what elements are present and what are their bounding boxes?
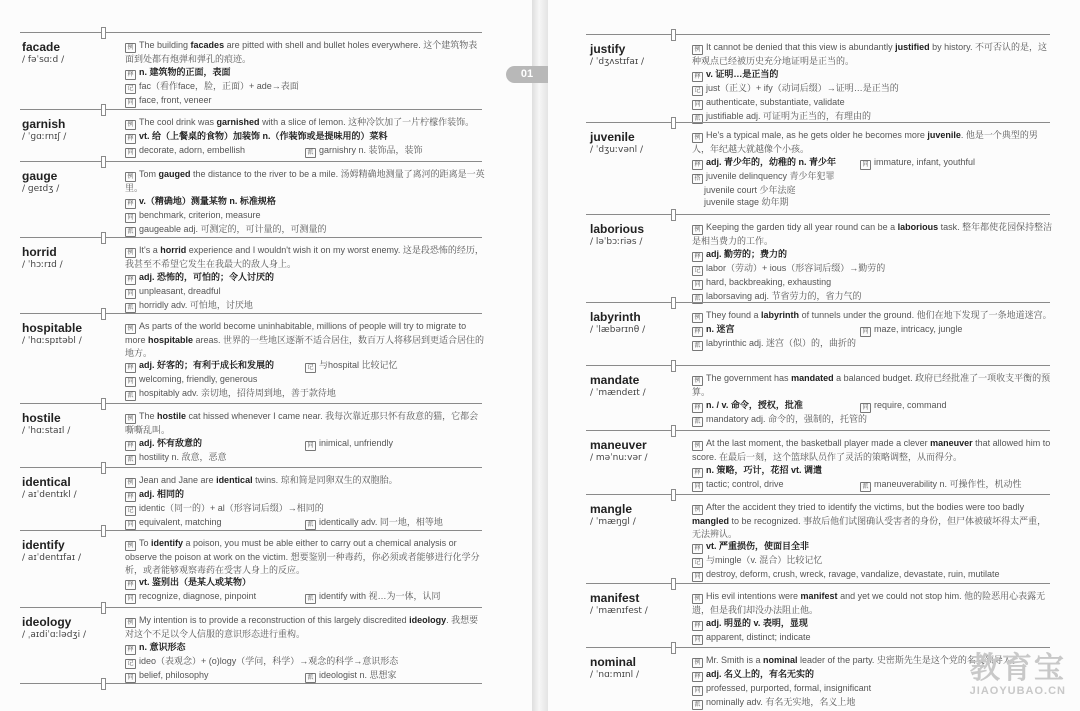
example-icon: 例	[125, 478, 136, 488]
derivative-icon: 派	[692, 294, 703, 304]
derivative-icon: 派	[125, 227, 136, 237]
headword: juvenile	[590, 130, 635, 144]
phonetic: / ˈmæŋɡl /	[590, 517, 636, 527]
left-page	[0, 0, 532, 711]
memory-icon: 记	[692, 558, 703, 568]
synonym-icon: 同	[305, 441, 316, 451]
definition: adj. 好客的；有利于成长和发展的	[139, 360, 275, 371]
phrase: juvenile court 少年法庭	[704, 184, 796, 195]
definition: n. 建筑物的正面，表面	[139, 66, 231, 77]
etymology-icon: 记	[692, 266, 703, 276]
synonym-icon: 同	[692, 280, 703, 290]
headword: hospitable	[22, 321, 83, 335]
phrase-icon: 搭	[692, 174, 703, 184]
watermark-url: JIAOYUBAO.CN	[969, 685, 1066, 697]
phrase: juvenile stage 幼年期	[704, 197, 789, 208]
definition-icon: 释	[692, 327, 703, 337]
entry-mandate	[548, 365, 1080, 430]
synonyms: decorate, adorn, embellish	[139, 145, 246, 155]
etymology: labor（劳动）+ ious（形容词后缀）→勤劳的	[706, 262, 886, 273]
headword: maneuver	[590, 438, 647, 452]
derivative-icon: 派	[125, 303, 136, 313]
synonyms: tactic; control, drive	[706, 478, 784, 489]
phonetic: / ˈdʒʌstɪfaɪ /	[590, 57, 645, 67]
synonyms: authenticate, substantiate, validate	[706, 96, 845, 107]
example-icon: 例	[692, 594, 703, 604]
definition-icon: 释	[125, 275, 136, 285]
entry-hospitable	[0, 313, 532, 403]
example-icon: 例	[125, 541, 136, 551]
synonyms: destroy, deform, crush, wreck, ravage, vandalize, devastate, ruin, mutilate	[706, 569, 1000, 580]
example: 例 The cool drink was garnished with a slice of lemon. 这种冷饮加了一片柠檬作装饰。	[125, 116, 486, 130]
synonym-icon: 同	[860, 403, 871, 413]
derivative-icon: 派	[305, 594, 316, 604]
entry-labyrinth	[548, 302, 1080, 365]
phonetic: / aɪˈdentɪfaɪ /	[22, 553, 81, 563]
definition: n. 意识形态	[139, 641, 186, 652]
definition: adj. 恐怖的，可怕的；令人讨厌的	[139, 271, 275, 282]
etymology: fac（看作face，脸，正面）+ ade→表面	[139, 80, 299, 91]
definition: adj. 勤劳的；费力的	[706, 248, 788, 259]
entry-hostile	[0, 403, 532, 467]
definition-icon: 释	[692, 621, 703, 631]
definition: adj. 名义上的，有名无实的	[706, 669, 815, 679]
example: 例 They found a labyrinth of tunnels under the ground. 他们在地下发现了一条地道迷宫。	[692, 309, 1054, 323]
headword: manifest	[590, 591, 640, 605]
phonetic: / ˈdʒuːvənl /	[590, 145, 643, 155]
derivative: identify with 视…为一体，认同	[319, 591, 441, 602]
definition-icon: 释	[692, 672, 703, 682]
definition-icon: 释	[125, 70, 136, 80]
headword: identical	[22, 475, 71, 489]
entry-identify	[0, 530, 532, 607]
definition-icon: 释	[125, 441, 136, 451]
example-icon: 例	[692, 658, 703, 668]
definition: v. 证明…是正当的	[706, 68, 779, 79]
definition-icon: 释	[692, 544, 703, 554]
definition-icon: 释	[125, 645, 136, 655]
etymology-icon: 记	[125, 659, 136, 669]
etymology: just（正义）+ ify（动词后缀）→证明…是正当的	[706, 82, 899, 93]
derivative: hostility n. 敌意，恶意	[139, 451, 227, 462]
phonetic: / ˈnɑːmɪnl /	[590, 670, 640, 680]
synonyms: belief, philosophy	[139, 669, 209, 680]
headword: horrid	[22, 245, 57, 259]
derivative: laborsaving adj. 节省劳力的，省力气的	[706, 290, 862, 301]
definition: adj. 青少年的，幼稚的 n. 青少年	[706, 156, 837, 167]
example-icon: 例	[125, 172, 136, 182]
definition-icon: 释	[125, 363, 136, 373]
definition-icon: 释	[692, 403, 703, 413]
entry-laborious	[548, 214, 1080, 302]
page-bottom-rule	[0, 683, 532, 685]
synonym-icon: 同	[125, 594, 136, 604]
example: 例 It cannot be denied that this view is abundantly justified by history. 不可否认的是，这种观点已经被历史充分地证明是正当的。	[692, 42, 1047, 66]
definition-icon: 释	[125, 134, 136, 144]
example: 例 To identify a poison, you must be able either to carry out a chemical analysis or observe the poison at work on the victim. 想要鉴别一种毒药，你必须或者能够进行化学分析，或者能够观察毒药在受害人身上的反应。	[125, 538, 480, 575]
example: 例 Tom gauged the distance to the river to be a mile. 汤姆精确地测量了离河的距离是一英里。	[125, 169, 485, 193]
section-tab: 01	[506, 66, 548, 83]
entry-juvenile	[548, 122, 1080, 214]
synonym-icon: 同	[125, 289, 136, 299]
example: 例 After the accident they tried to identify the victims, but the bodies were too badly mangled to be recognized. 事故后他们试图确认受害者的身份，但尸体被破坏得太严重，无法辨认。	[692, 502, 1047, 539]
definition: vt. 鉴别出（是某人或某物）	[139, 577, 252, 588]
etymology: identic（同一的）+ al（形容词后缀）→相同的	[139, 503, 324, 513]
headword: gauge	[22, 169, 58, 183]
phonetic: / ˈmænɪfest /	[590, 606, 648, 616]
synonyms: hard, backbreaking, exhausting	[706, 276, 832, 287]
synonyms: maze, intricacy, jungle	[874, 324, 963, 334]
synonym-icon: 同	[692, 572, 703, 582]
definition: n. / v. 命令，授权，批准	[706, 399, 803, 410]
example: 例 It's a horrid experience and I wouldn't wish it on my worst enemy. 这是段恐怖的经历，我甚至不希望它发生在我最大的敌人身上。	[125, 245, 484, 269]
definition-icon: 释	[692, 252, 703, 262]
derivative-icon: 派	[125, 455, 136, 465]
example: 例 His evil intentions were manifest and yet we could not stop him. 他的险恶用心表露无遗，但是我们却没办法阻止他。	[692, 591, 1046, 615]
phonetic: / ləˈbɔːriəs /	[590, 237, 643, 247]
derivative: ideologist n. 思想家	[319, 669, 397, 680]
phonetic: / ˈlæbərɪnθ /	[590, 325, 646, 335]
definition: vt. 严重损伤，使面目全非	[706, 541, 810, 552]
example-icon: 例	[692, 441, 703, 451]
phonetic: / fəˈsɑːd /	[22, 55, 65, 65]
etymology: ideo（表观念）+ (o)logy（学问，科学）→观念的科学→意识形态	[139, 655, 399, 666]
synonym-icon: 同	[125, 213, 136, 223]
derivative-icon: 派	[692, 114, 703, 124]
derivative: mandatory adj. 命令的，强制的，托管的	[706, 413, 868, 424]
synonym-icon: 同	[692, 482, 703, 492]
definition-icon: 释	[692, 160, 703, 170]
phonetic: / ˈhɑːstaɪl /	[22, 426, 71, 436]
synonyms: recognize, diagnose, pinpoint	[139, 591, 257, 602]
synonyms: welcoming, friendly, generous	[139, 374, 258, 385]
watermark-text: 教育宝	[969, 652, 1066, 685]
derivative: identically adv. 同一地，相等地	[319, 517, 443, 527]
etymology-icon: 记	[125, 84, 136, 94]
derivative-icon: 派	[305, 520, 316, 530]
synonym-icon: 同	[860, 327, 871, 337]
definition: n. 迷宫	[706, 324, 735, 334]
headword: mangle	[590, 502, 633, 516]
headword: nominal	[590, 655, 637, 669]
example-icon: 例	[692, 313, 703, 323]
book-gutter	[532, 0, 548, 711]
headword: mandate	[590, 373, 640, 387]
synonym-icon: 同	[125, 520, 136, 530]
entry-justify	[548, 34, 1080, 122]
synonyms: unpleasant, dreadful	[139, 285, 221, 296]
definition-icon: 释	[125, 199, 136, 209]
phonetic: / ˈhɔːrɪd /	[22, 260, 63, 270]
phonetic: / ɡeɪdʒ /	[22, 184, 60, 194]
derivative: garnishry n. 装饰品，装饰	[319, 145, 423, 155]
example: 例 My intention is to provide a reconstruction of this largely discredited ideology. 我想要对这个不足以令人信服的意识形态进行重构。	[125, 615, 479, 639]
synonym-icon: 同	[125, 377, 136, 387]
derivative-icon: 派	[692, 700, 703, 710]
synonym-icon: 同	[692, 686, 703, 696]
phonetic: / ˈhɑːspɪtəbl /	[22, 336, 82, 346]
phonetic: / ˈɡɑːrnɪʃ /	[22, 132, 67, 142]
definition: n. 策略，巧计，花招 vt. 调遣	[706, 464, 823, 475]
synonym-icon: 同	[125, 673, 136, 683]
example: 例 At the last moment, the basketball player made a clever maneuver that allowed him to score. 在最后一刻，这个篮球队员作了灵活的策略调整，从而得分。	[692, 438, 1051, 462]
example-icon: 例	[125, 414, 136, 424]
synonyms: apparent, distinct; indicate	[706, 631, 811, 642]
synonym-icon: 同	[692, 100, 703, 110]
phonetic: / ˌaɪdiˈɑːlədʒi /	[22, 630, 87, 640]
entry-garnish	[0, 109, 532, 161]
definition-icon: 释	[125, 492, 136, 502]
derivative: horridly adv. 可怕地，讨厌地	[139, 299, 253, 310]
example: 例 Mr. Smith is a nominal leader of the party. 史密斯先生是这个党的名义领导人。	[692, 654, 1054, 668]
entry-maneuver	[548, 430, 1080, 494]
synonym-icon: 同	[125, 148, 136, 158]
entry-ideology	[0, 607, 532, 683]
watermark-logo	[970, 653, 1066, 697]
example-icon: 例	[692, 225, 703, 235]
definition-icon: 释	[125, 580, 136, 590]
example: 例 Keeping the garden tidy all year round can be a laborious task. 整年都使花园保持整洁是相当费力的工作。	[692, 222, 1053, 246]
derivative: maneuverability n. 可操作性，机动性	[874, 478, 1022, 489]
synonyms: benchmark, criterion, measure	[139, 209, 261, 220]
headword: laborious	[590, 222, 645, 236]
example-icon: 例	[125, 324, 136, 334]
example-icon: 例	[125, 120, 136, 130]
example-icon: 例	[125, 43, 136, 53]
headword: identify	[22, 538, 65, 552]
derivative-icon: 派	[305, 148, 316, 158]
derivative-icon: 派	[305, 673, 316, 683]
derivative: labyrinthic adj. 迷宫（似）的，曲折的	[706, 338, 857, 348]
headword: justify	[590, 42, 626, 56]
synonyms: inimical, unfriendly	[319, 437, 394, 448]
memory-note: 与hospital 比较记忆	[319, 360, 398, 371]
entry-manifest	[548, 583, 1080, 647]
entry-facade	[0, 32, 532, 109]
phonetic: / ˈmændeɪt /	[590, 388, 646, 398]
synonyms: immature, infant, youthful	[874, 156, 976, 167]
synonyms: face, front, veneer	[139, 94, 212, 105]
example: 例 He's a typical male, as he gets older he becomes more juvenile. 他是一个典型的男人，年纪越大就越像个小孩。	[692, 130, 1038, 154]
example-icon: 例	[692, 505, 703, 515]
etymology-icon: 记	[125, 506, 136, 516]
phrase: juvenile delinquency 青少年犯罪	[706, 170, 835, 181]
example: 例 Jean and Jane are identical twins. 琼和简是同卵双生的双胞胎。	[125, 474, 486, 488]
example: 例 As parts of the world become uninhabitable, millions of people will try to migrate to more hospitable areas. 世界的一些地区逐渐不适合居住，数百万人将移居到更适合居住的地方。	[125, 321, 485, 358]
synonyms: equivalent, matching	[139, 517, 222, 527]
derivative-icon: 派	[860, 482, 871, 492]
derivative: hospitably adv. 亲切地，招待周到地，善于款待地	[139, 388, 336, 399]
headword: garnish	[22, 117, 66, 131]
example-icon: 例	[692, 376, 703, 386]
definition: v.（精确地）测量某物 n. 标准规格	[139, 195, 276, 206]
right-page	[548, 0, 1080, 711]
derivative: gaugeable adj. 可测定的，可计量的，可测量的	[139, 223, 327, 234]
synonym-icon: 同	[692, 635, 703, 645]
example: 例 The government has mandated a balanced budget. 政府已经批准了一项收支平衡的预算。	[692, 373, 1051, 397]
definition: adj. 明显的 v. 表明，显现	[706, 617, 808, 628]
example-icon: 例	[692, 133, 703, 143]
headword: hostile	[22, 411, 61, 425]
phonetic: / məˈnuːvər /	[590, 453, 648, 463]
derivative-icon: 派	[692, 341, 703, 351]
definition-icon: 释	[692, 72, 703, 82]
example-icon: 例	[692, 45, 703, 55]
example: 例 The building facades are pitted with shell and bullet holes everywhere. 这个建筑物表面到处都有炮弹和弹孔的痕迹。	[125, 40, 478, 64]
etymology-icon: 记	[692, 86, 703, 96]
example-icon: 例	[125, 248, 136, 258]
phonetic: / aɪˈdentɪkl /	[22, 490, 77, 500]
derivative-icon: 派	[125, 391, 136, 401]
entry-horrid	[0, 237, 532, 313]
headword: labyrinth	[590, 310, 641, 324]
derivative: justifiable adj. 可证明为正当的，有理由的	[706, 110, 872, 121]
example-icon: 例	[125, 618, 136, 628]
headword: facade	[22, 40, 61, 54]
definition: adj. 相同的	[139, 489, 185, 499]
derivative: nominally adv. 有名无实地，名义上地	[706, 697, 856, 707]
synonym-icon: 同	[860, 160, 871, 170]
memory-icon: 记	[305, 363, 316, 373]
derivative-icon: 派	[692, 417, 703, 427]
entry-gauge	[0, 161, 532, 237]
synonym-icon: 同	[125, 98, 136, 108]
synonyms: require, command	[874, 399, 947, 410]
synonyms: professed, purported, formal, insignificant	[706, 683, 872, 693]
entry-mangle	[548, 494, 1080, 583]
memory-note: 与mingle（v. 混合）比较记忆	[706, 555, 823, 566]
definition: vt. 给（上餐桌的食物）加装饰 n.（作装饰或是提味用的）菜料	[139, 131, 388, 141]
definition-icon: 释	[692, 468, 703, 478]
example: 例 The hostile cat hissed whenever I came near. 我每次靠近那只怀有敌意的猫，它都会嘶嘶乱叫。	[125, 411, 479, 435]
entry-identical	[0, 467, 532, 530]
definition: adj. 怀有敌意的	[139, 437, 203, 448]
headword: ideology	[22, 615, 72, 629]
